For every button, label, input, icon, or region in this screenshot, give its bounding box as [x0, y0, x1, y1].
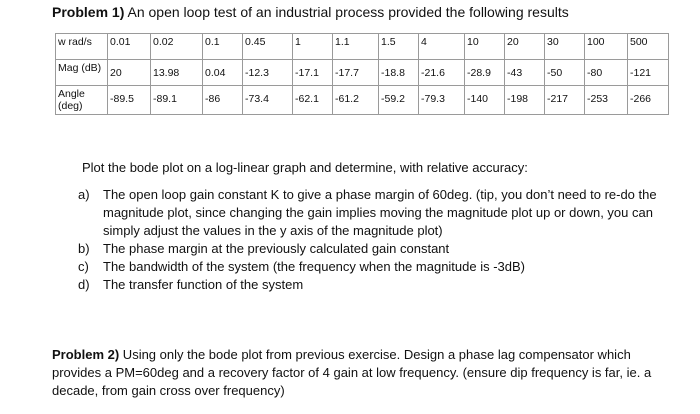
- table-cell: 100: [585, 34, 628, 60]
- row-header-magnitude: Mag (dB): [56, 60, 108, 86]
- table-cell: -59.2: [379, 86, 419, 115]
- problem-1-label: Problem 1): [52, 4, 125, 20]
- table-cell: -62.1: [293, 86, 333, 115]
- list-item: [78, 258, 678, 276]
- open-loop-test-table: [55, 33, 669, 115]
- table-cell: -89.5: [108, 86, 151, 115]
- question-list: [78, 186, 678, 294]
- table-cell: -140: [465, 86, 505, 115]
- list-item: [78, 186, 678, 240]
- list-marker: a): [78, 187, 90, 202]
- table-cell: -86: [203, 86, 243, 115]
- problem-2-paragraph: [52, 346, 674, 400]
- table-cell: -17.1: [293, 60, 333, 86]
- table-cell: -253: [585, 86, 628, 115]
- table-cell: 20: [108, 60, 151, 86]
- table-cell: 1.5: [379, 34, 419, 60]
- problem-1-intro: An open loop test of an industrial process provided the following results: [124, 4, 569, 20]
- table-cell: -266: [628, 86, 669, 115]
- table-cell: 0.01: [108, 34, 151, 60]
- table-cell: 0.1: [203, 34, 243, 60]
- problem-2-text: Using only the bode plot from previous exercise. Design a phase lag compensator which provides a PM=60deg and a recovery factor of 4 gain at low frequency. (ensure dip frequency is far, ie. a decade, from gain cross over frequency): [52, 347, 652, 398]
- problem-1-heading: [52, 3, 569, 21]
- table-cell: 0.02: [151, 34, 203, 60]
- table-cell: -80: [585, 60, 628, 86]
- table-cell: -89.1: [151, 86, 203, 115]
- table-cell: -21.6: [419, 60, 465, 86]
- table-cell: -50: [545, 60, 585, 86]
- list-item-text: The open loop gain constant K to give a phase margin of 60deg. (tip, you don’t need to re-do the magnitude plot, since changing the gain implies moving the magnitude plot up or down, you can simply adjust the values in the y axis of the magnitude plot): [103, 187, 657, 238]
- table-cell: -79.3: [419, 86, 465, 115]
- list-marker: c): [78, 259, 89, 274]
- table-cell: 13.98: [151, 60, 203, 86]
- table-cell: 0.04: [203, 60, 243, 86]
- list-item-text: The phase margin at the previously calculated gain constant: [103, 241, 450, 256]
- table-cell: 0.45: [243, 34, 293, 60]
- table-cell: 1.1: [333, 34, 379, 60]
- table-cell: 30: [545, 34, 585, 60]
- table-cell: -43: [505, 60, 545, 86]
- row-header-angle: Angle (deg): [56, 86, 108, 115]
- table-cell: -28.9: [465, 60, 505, 86]
- row-header-frequency: w rad/s: [56, 34, 108, 60]
- table-cell: -121: [628, 60, 669, 86]
- list-marker: b): [78, 241, 90, 256]
- table-cell: -217: [545, 86, 585, 115]
- list-marker: d): [78, 277, 90, 292]
- table-row-frequency: [56, 34, 669, 60]
- table-cell: -61.2: [333, 86, 379, 115]
- table-cell: 500: [628, 34, 669, 60]
- table-row-magnitude: [56, 60, 669, 86]
- list-item: [78, 276, 678, 294]
- problem-2-label: Problem 2): [52, 347, 120, 362]
- table-cell: -73.4: [243, 86, 293, 115]
- list-item-text: The bandwidth of the system (the frequency when the magnitude is -3dB): [103, 259, 526, 274]
- table-row-angle: [56, 86, 669, 115]
- table-cell: -198: [505, 86, 545, 115]
- table-cell: 10: [465, 34, 505, 60]
- table-cell: -12.3: [243, 60, 293, 86]
- table-cell: 4: [419, 34, 465, 60]
- list-item-text: The transfer function of the system: [103, 277, 304, 292]
- table-cell: 1: [293, 34, 333, 60]
- list-item: [78, 240, 678, 258]
- table-cell: 20: [505, 34, 545, 60]
- instruction-text: Plot the bode plot on a log-linear graph and determine, with relative accuracy:: [82, 160, 528, 175]
- table-cell: -17.7: [333, 60, 379, 86]
- table-cell: -18.8: [379, 60, 419, 86]
